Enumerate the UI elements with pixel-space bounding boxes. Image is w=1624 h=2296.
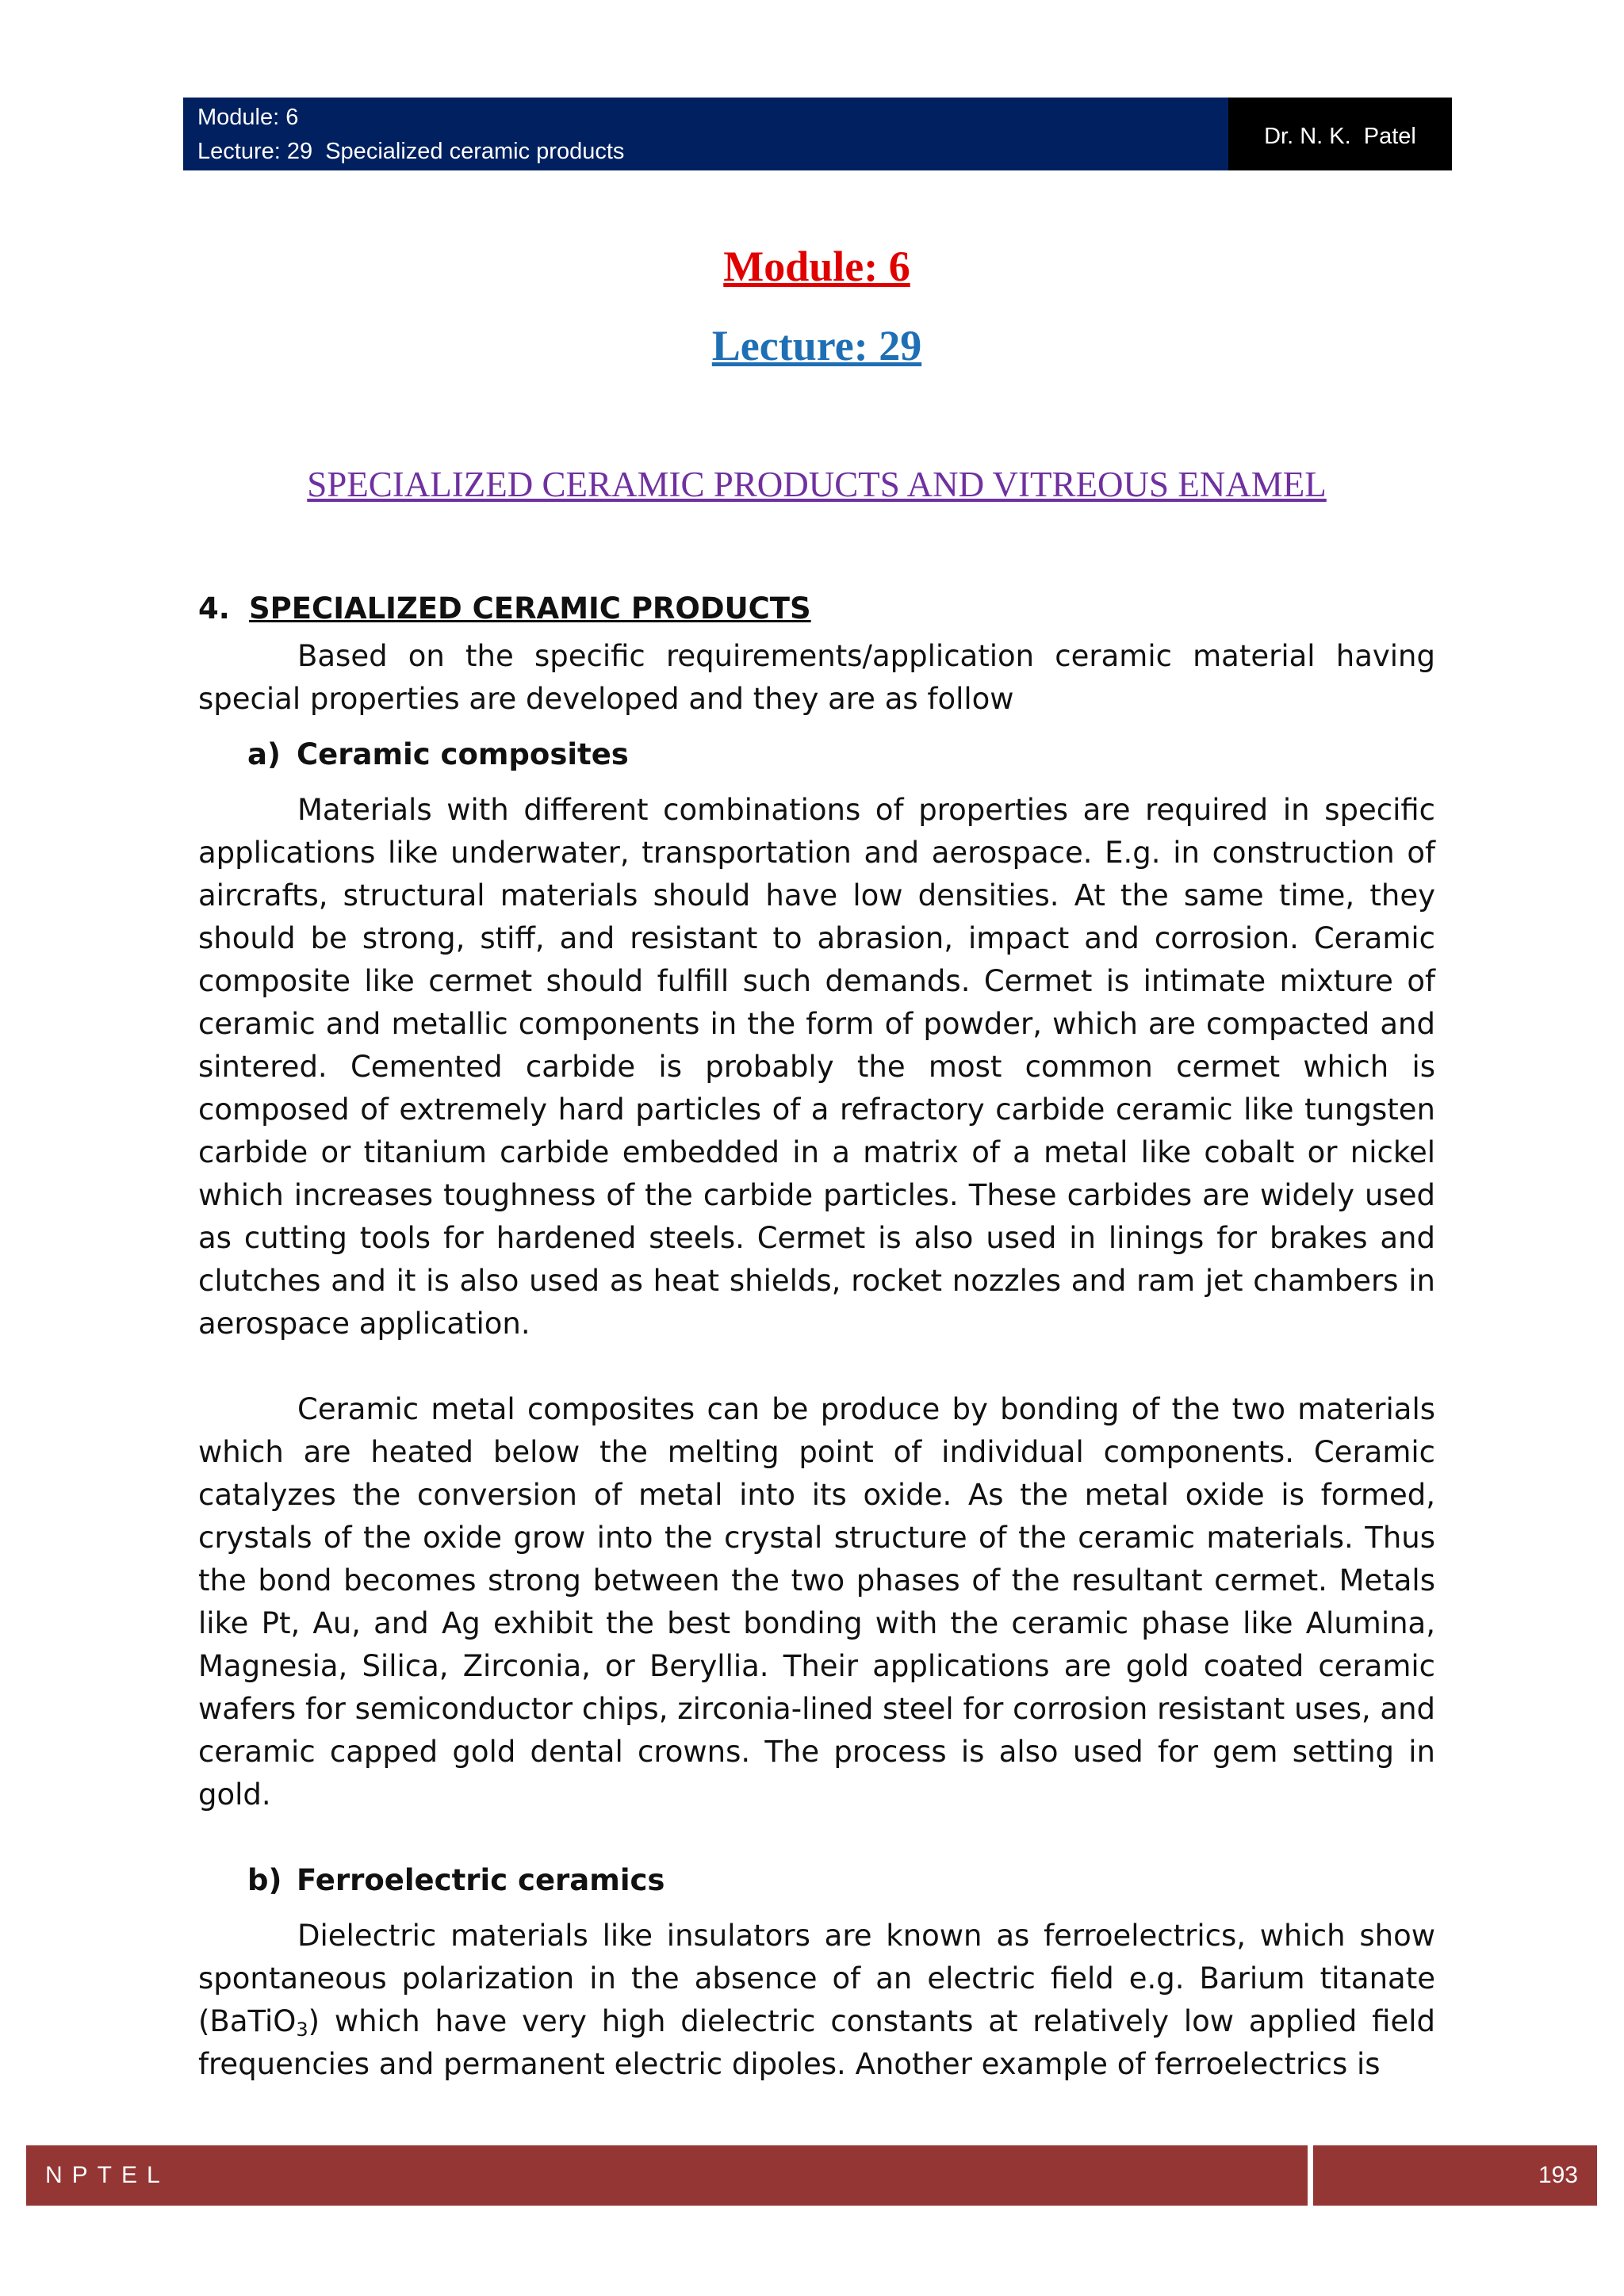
document-body	[198, 583, 1435, 2086]
paragraph-ceramic-composites-1: Materials with different combinations of properties are required in specific applications like underwater, transportation and aerospace. E.g. in construction of aircrafts, structural materials should have low densities. At the same time, they should be strong, stiff, and resistant to abrasion, impact and corrosion. Ceramic composite like cermet should fulfill such demands. Cermet is intimate mixture of ceramic and metallic components in the form of powder, which are compacted and sintered. Cemented carbide is probably the most common cermet which is composed of extremely hard particles of a refractory carbide ceramic like tungsten carbide or titanium carbide embedded in a matrix of a metal like cobalt or nickel which increases toughness of the carbide particles. These carbides are widely used as cutting tools for hardened steels. Cermet is also used in linings for brakes and clutches and it is also used as heat shields, rocket nozzles and ram jet chambers in aerospace application.	[198, 793, 1435, 1341]
subsection-heading-text: Ferroelectric ceramics	[297, 1863, 665, 1897]
page-title: SPECIALIZED CERAMIC PRODUCTS AND VITREOUS ENAMEL	[307, 465, 1327, 504]
subsection-heading-b	[198, 1859, 1435, 1902]
section-intro: Based on the specific requirements/application ceramic material having special properties are developed and they are as follow	[198, 639, 1435, 716]
paragraph-ceramic-composites-2: Ceramic metal composites can be produce by bonding of the two materials which are heated below the melting point of individual components. Ceramic catalyzes the conversion of metal into its oxide. As the metal oxide is formed, crystals of the oxide grow into the crystal structure of the ceramic materials. Thus the bond becomes strong between the two phases of the resultant cermet. Metals like Pt, Au, and Ag exhibit the best bonding with the ceramic phase like Alumina, Magnesia, Silica, Zirconia, or Beryllia. Their applications are gold coated ceramic wafers for semiconductor chips, zirconia-lined steel for corrosion resistant uses, and ceramic capped gold dental crowns. The process is also used for gem setting in gold.	[198, 1392, 1435, 1812]
subsection-label: b)	[247, 1863, 282, 1897]
header-lecture: Lecture: 29 Specialized ceramic products	[197, 139, 625, 164]
paragraph-text: ) which have very high dielectric constants at relatively low applied field frequencies and permanent electric dipoles. Another example of ferroelectrics is	[198, 2004, 1435, 2081]
subsection-heading-text: Ceramic composites	[297, 737, 629, 771]
subscript: 3	[296, 2019, 308, 2041]
subsection-label: a)	[247, 737, 281, 771]
section-heading-text: SPECIALIZED CERAMIC PRODUCTS	[249, 591, 811, 626]
header-bar	[183, 98, 1228, 170]
subsection-heading-a	[198, 733, 1435, 776]
section-heading	[198, 583, 1435, 635]
paragraph-ferroelectric	[198, 1915, 1435, 2086]
page-number: 193	[1313, 2145, 1597, 2206]
header-author: Dr. N. K. Patel	[1228, 98, 1452, 170]
section-number: 4.	[198, 591, 230, 626]
paragraph-text: Dielectric materials like insulators are known as ferroelectrics, which show spontaneous polarization in the absence of an electric field e.g. Barium titanate (BaTiO	[198, 1919, 1435, 2038]
lecture-title: Lecture: 29	[711, 322, 922, 369]
header-module: Module: 6	[197, 105, 299, 130]
footer-label: NPTEL	[26, 2145, 1308, 2206]
module-title: Module: 6	[723, 243, 910, 290]
